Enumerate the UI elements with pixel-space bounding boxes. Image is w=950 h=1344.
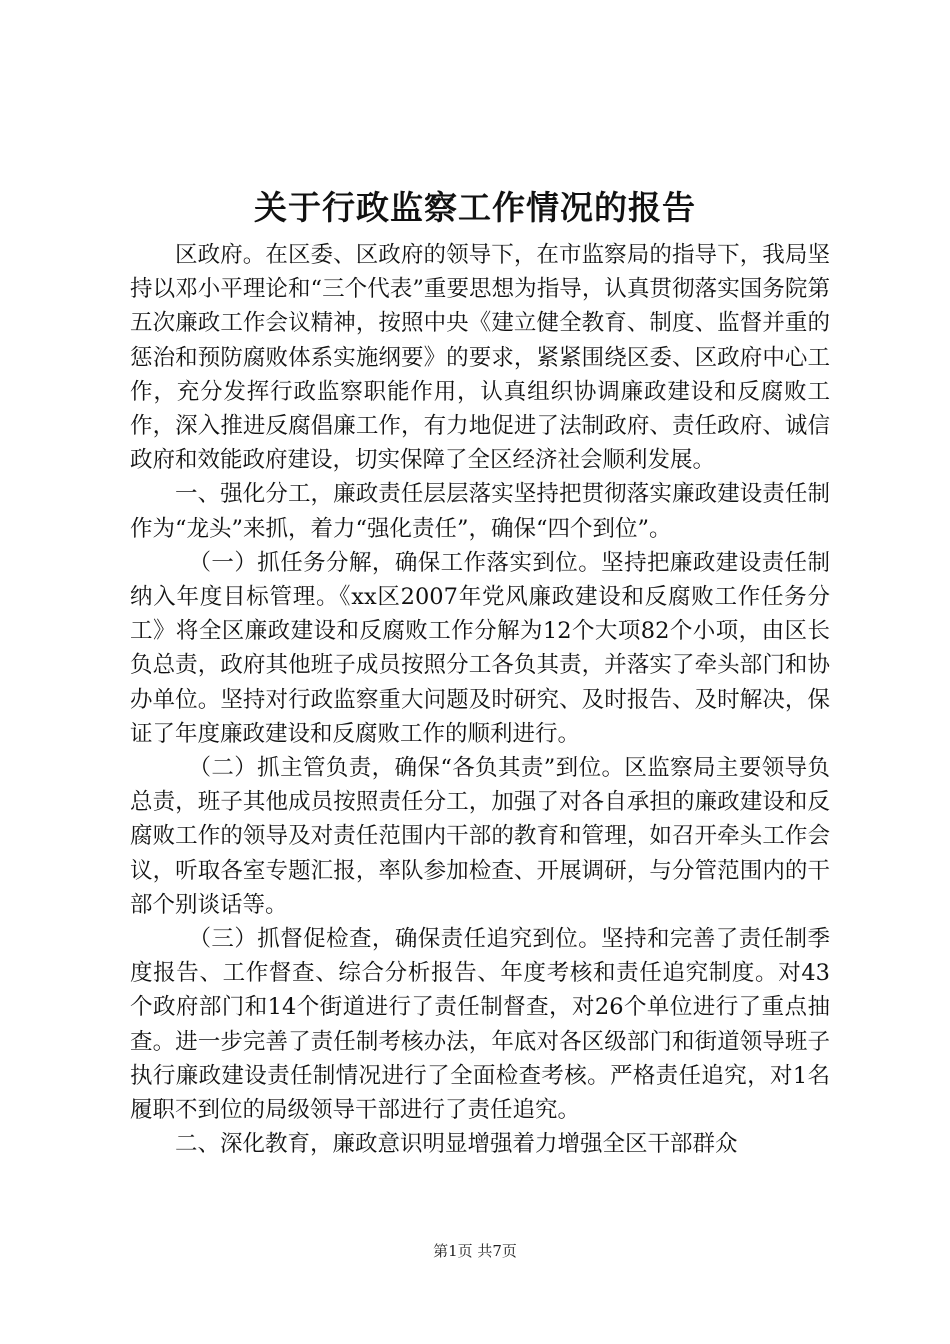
paragraph-intro: 区政府。在区委、区政府的领导下，在市监察局的指导下，我局坚持以邓小平理论和“三个代表”重要思想为指导，认真贯彻落实国务院第五次廉政工作会议精神，按照中央《建立健全教育、制度、监督并重的惩治和预防腐败体系实施纲要》的要求，紧紧围绕区委、区政府中心工作，充分发挥行政监察职能作用，认真组织协调廉政建设和反腐败工作，深入推进反腐倡廉工作，有力地促进了法制政府、责任政府、诚信政府和效能政府建设，切实保障了全区经济社会顺利发展。 xyxy=(130,242,830,474)
paragraph-subsection-1: （一）抓任务分解，确保工作落实到位。坚持把廉政建设责任制纳入年度目标管理。《xx区2007年党风廉政建设和反腐败工作任务分工》将全区廉政建设和反腐败工作分解为12个大项82个小项，由区长负总责，政府其他班子成员按照分工各负其责，并落实了牵头部门和协办单位。坚持对行政监察重大问题及时研究、及时报告、及时解决，保证了年度廉政建设和反腐败工作的顺利进行。 xyxy=(130,549,830,747)
paragraph-section-2-heading: 二、深化教育，廉政意识明显增强着力增强全区干部群众 xyxy=(175,1131,738,1158)
paragraph-subsection-2: （二）抓主管负责，确保“各负其责”到位。区监察局主要领导负总责，班子其他成员按照责任分工，加强了对各自承担的廉政建设和反腐败工作的领导及对责任范围内干部的教育和管理，如召开牵头工作会议，听取各室专题汇报，率队参加检查、开展调研，与分管范围内的干部个别谈话等。 xyxy=(130,755,830,918)
document-title: 关于行政监察工作情况的报告 xyxy=(254,188,696,227)
paragraph-subsection-3: （三）抓督促检查，确保责任追究到位。坚持和完善了责任制季度报告、工作督查、综合分析报告、年度考核和责任追究制度。对43个政府部门和14个街道进行了责任制督查，对26个单位进行了重点抽查。进一步完善了责任制考核办法，年底对各区级部门和街道领导班子执行廉政建设责任制情况进行了全面检查考核。严格责任追究，对1名履职不到位的局级领导干部进行了责任追究。 xyxy=(130,926,830,1124)
paragraph-section-1-heading: 一、强化分工，廉政责任层层落实坚持把贯彻落实廉政建设责任制作为“龙头”来抓，着力“强化责任”，确保“四个到位”。 xyxy=(130,481,830,542)
page-number-footer: 第1页 共7页 xyxy=(433,1242,517,1260)
document-body xyxy=(130,238,830,1161)
